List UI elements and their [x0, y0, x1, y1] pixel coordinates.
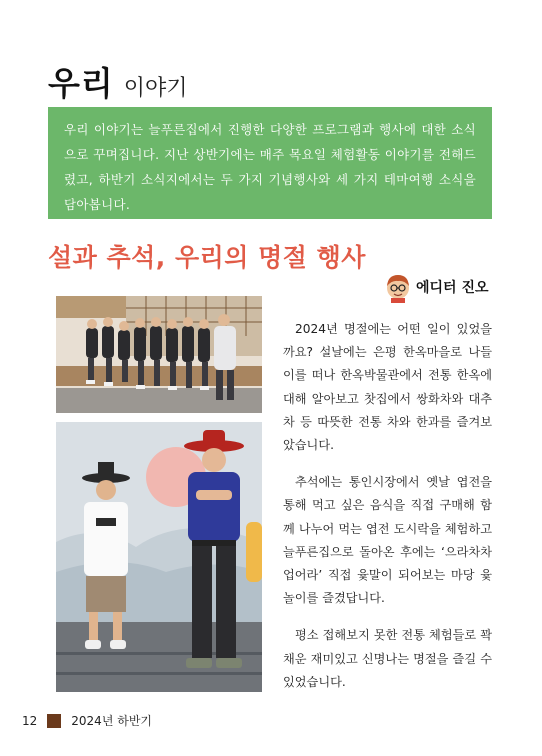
title-light: 이야기 — [123, 76, 188, 101]
paragraph-2: 추석에는 통인시장에서 옛날 엽전을 통해 먹고 싶은 음식을 직접 구매해 함께 나누어 먹는 엽전 도시락을 체험하고 늘푸른집으로 돌아온 후에는 ‘으라차차 업어라’ 직접 윷말이 되어보는 마당 윷놀이를 즐겼답니다. — [283, 475, 492, 606]
footer-square-icon — [47, 714, 61, 728]
page-number: 12 — [22, 713, 38, 728]
issue-label: 2024년 하반기 — [71, 714, 153, 728]
group-photo — [56, 296, 262, 413]
page-title — [48, 58, 188, 105]
intro-text: 우리 이야기는 늘푸른집에서 진행한 다양한 프로그램과 행사에 대한 소식으로 꾸며집니다. 지난 상반기에는 매주 목요일 체험활동 이야기를 전해드렸고, 하반기 소식지에서는 두 가지 기념행사와 세 가지 테마여행 소식을 담아봅니다. — [64, 122, 476, 212]
article-body — [283, 318, 492, 708]
article-headline: 설과 추석, 우리의 명절 행사 — [48, 243, 366, 272]
paragraph-1: 2024년 명절에는 어떤 일이 있었을까요? 설날에는 은평 한옥마을로 나들이를 떠나 한옥박물관에서 전통 한옥에 대해 알아보고 찻집에서 쌍화차와 대추차 등 따뜻한 전통 차와 한과를 즐겨보았습니다. — [283, 322, 492, 453]
title-bold: 우리 — [48, 64, 114, 103]
paragraph-3: 평소 접해보지 못한 전통 체험들로 꽉 채운 재미있고 신명나는 명절을 즐길 수 있었습니다. — [283, 628, 492, 689]
intro-box — [48, 107, 492, 219]
page-footer — [22, 712, 152, 729]
editor-avatar-icon — [382, 271, 414, 303]
editor-name: 에디터 진오 — [416, 280, 489, 296]
editor-credit — [382, 271, 489, 303]
costume-photo — [56, 422, 262, 692]
